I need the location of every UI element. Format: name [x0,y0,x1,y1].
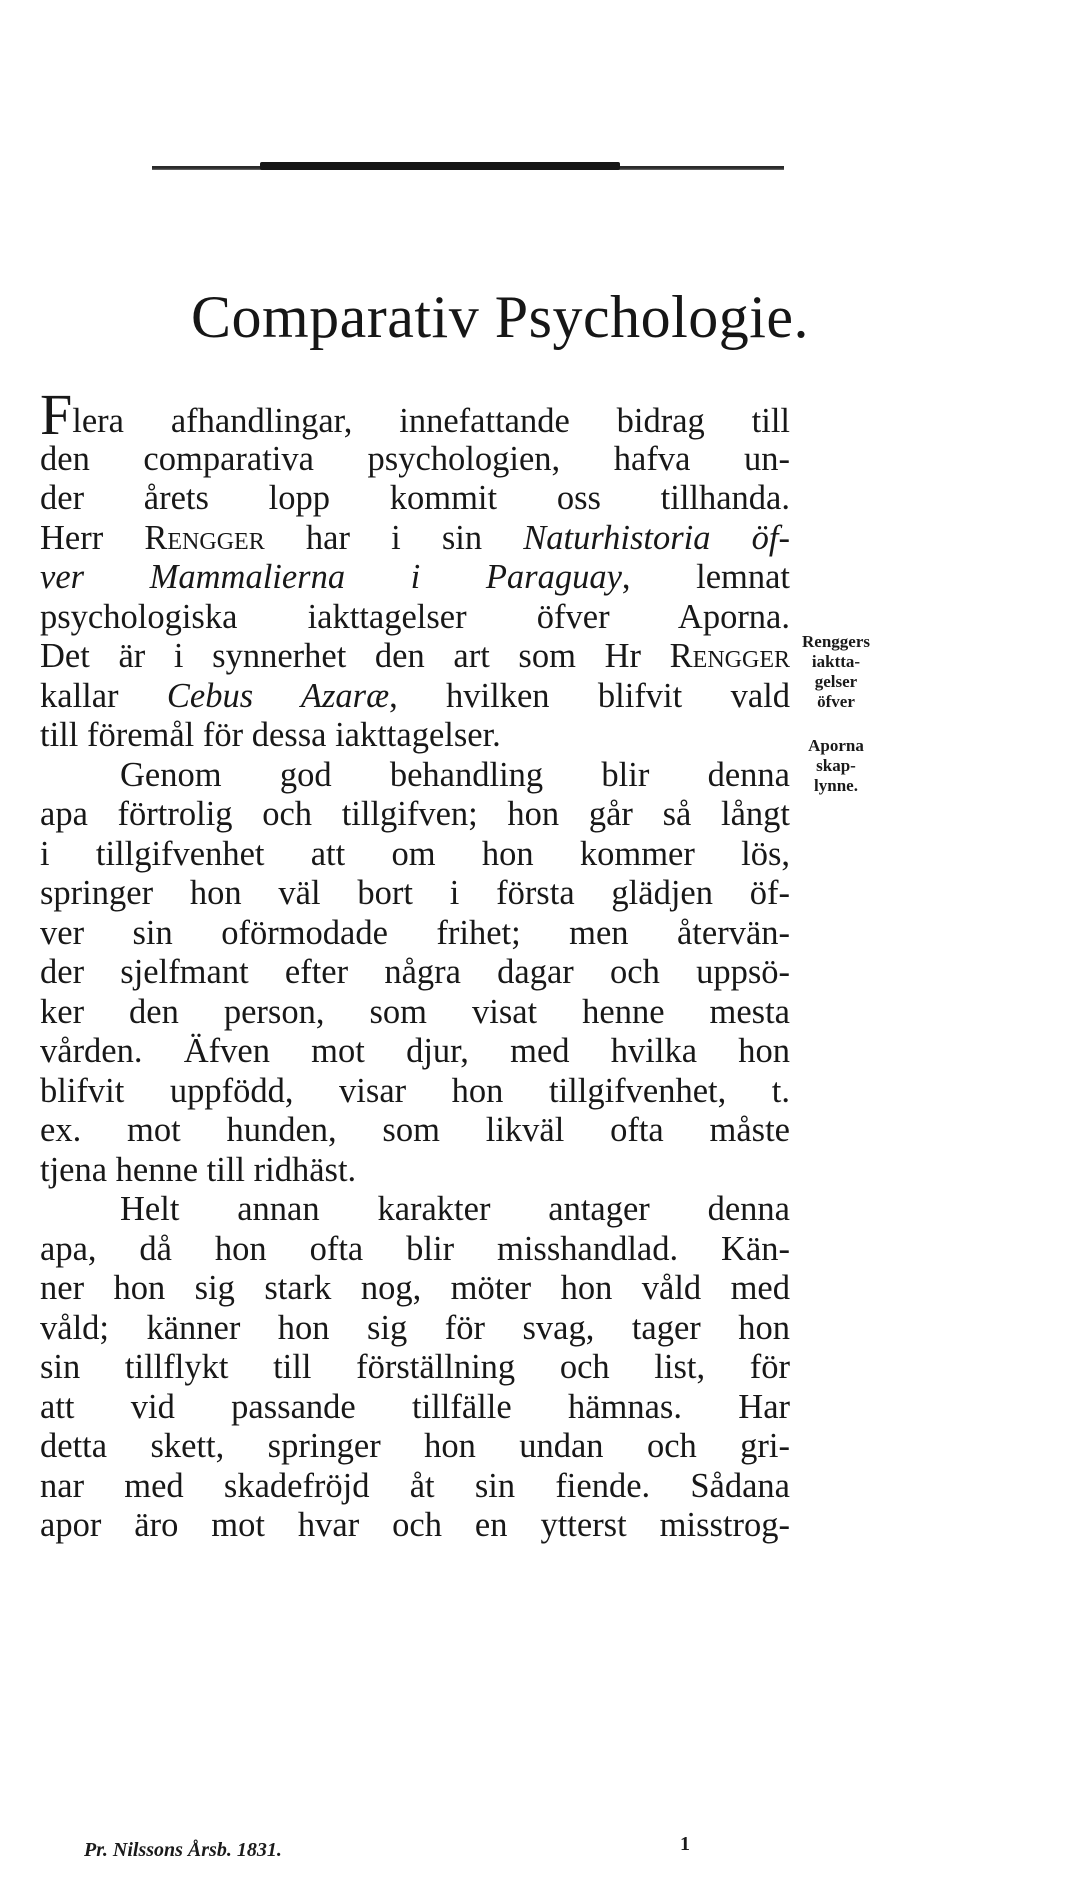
text-line [40,756,790,796]
text-line [40,1269,790,1309]
text-line [40,1467,790,1507]
text-fragment: apa, då hon ofta blir misshandlad. Kän- [40,1229,790,1268]
text-fragment: Genom god behandling blir denna [120,755,790,794]
text-fragment: springer hon väl bort i första glädjen öf- [40,874,790,912]
text-line [40,914,790,954]
text-fragment: detta skett, springer hon undan och gri- [40,1427,790,1465]
text-fragment: att vid passande tillfälle hämnas. Har [40,1387,790,1426]
text-line [40,1190,790,1230]
page-title: Comparativ Psychologie. [190,284,810,350]
margin-note-line: gelser [814,672,858,691]
text-line [40,382,790,447]
italic-fragment: Naturhistoria öf- [523,518,790,557]
text-line [40,1427,790,1467]
text-line [40,1032,790,1072]
author-name: Rengger [669,637,790,675]
text-line [40,1388,790,1428]
text-line [40,716,790,756]
text-line [40,440,790,480]
text-line [40,874,790,914]
text-fragment: blifvit uppfödd, visar hon tillgifvenhet, t. [40,1071,790,1110]
text-fragment: ker den person, som visat henne mesta [40,992,790,1031]
text-line [40,1348,790,1388]
text-fragment: den comparativa psychologien, hafva un- [40,439,790,478]
text-fragment: apa förtrolig och tillgifven; hon går så långt [40,795,790,833]
text-fragment: kallar [40,676,167,715]
italic-fragment: ver Mammalierna i Paraguay [40,558,622,596]
margin-note-line: lynne. [814,776,858,795]
signature-mark: Pr. Nilssons Årsb. 1831. [84,1839,282,1861]
signature-number: 1 [680,1833,690,1855]
text-line [40,598,790,638]
text-fragment: ner hon sig stark nog, möter hon våld med [40,1269,790,1307]
text-fragment: våld; känner hon sig för svag, tager hon [40,1308,790,1347]
text-fragment: har i sin [264,518,524,557]
margin-note-line: Aporna [808,736,864,755]
text-fragment: der årets lopp kommit oss tillhanda. [40,479,790,517]
text-fragment: Herr [40,518,145,557]
text-fragment: Det är i synnerhet den art som Hr [40,637,670,675]
text-fragment: nar med skadefröjd åt sin fiende. Sådana [40,1466,790,1505]
margin-note-apes-temperament [786,736,886,796]
text-fragment: , hvilken blifvit vald [389,676,790,715]
text-line [40,795,790,835]
text-line [40,479,790,519]
margin-note-line: iaktta- [811,652,861,671]
text-line [40,1506,790,1546]
margin-note-line: skap- [816,756,856,775]
italic-fragment: Cebus Azaræ [166,676,390,715]
text-line [40,993,790,1033]
text-line [40,835,790,875]
text-fragment: ex. mot hunden, som likväl ofta måste [40,1111,790,1149]
text-line [40,1230,790,1270]
text-fragment: tjena henne till ridhäst. [40,1150,357,1189]
margin-note-renggers-observations [786,632,886,712]
text-line [40,519,790,559]
text-fragment: , lemnat [621,558,790,596]
text-fragment: der sjelfmant efter några dagar och uppsö- [40,953,790,991]
text-line [40,637,790,677]
header-rule-thick [260,162,620,170]
text-fragment: psychologiska iakttagelser öfver Aporna. [40,597,790,636]
margin-note-line: Renggers [802,632,870,651]
text-line [40,1072,790,1112]
text-line [40,1111,790,1151]
text-fragment: till föremål för dessa iakttagelser. [40,716,501,754]
text-fragment: ver sin oförmodade frihet; men återvän- [40,913,790,952]
text-line [40,1151,790,1191]
drop-cap: F [40,382,73,447]
text-line [40,1309,790,1349]
text-fragment: vården. Äfven mot djur, med hvilka hon [40,1032,790,1070]
text-line [40,953,790,993]
margin-note-line: öfver [817,692,855,711]
text-fragment: apor äro mot hvar och en ytterst misstrog- [40,1506,790,1544]
body-text [40,382,790,1546]
text-fragment: sin tillflykt till förställning och list, för [40,1348,790,1386]
text-fragment: Helt annan karakter antager denna [120,1190,790,1228]
text-fragment: i tillgifvenhet att om hon kommer lös, [40,834,790,873]
text-line [40,558,790,598]
author-name: Rengger [144,518,265,557]
text-line [40,677,790,717]
text-fragment: lera afhandlingar, innefattande bidrag till [72,402,790,440]
